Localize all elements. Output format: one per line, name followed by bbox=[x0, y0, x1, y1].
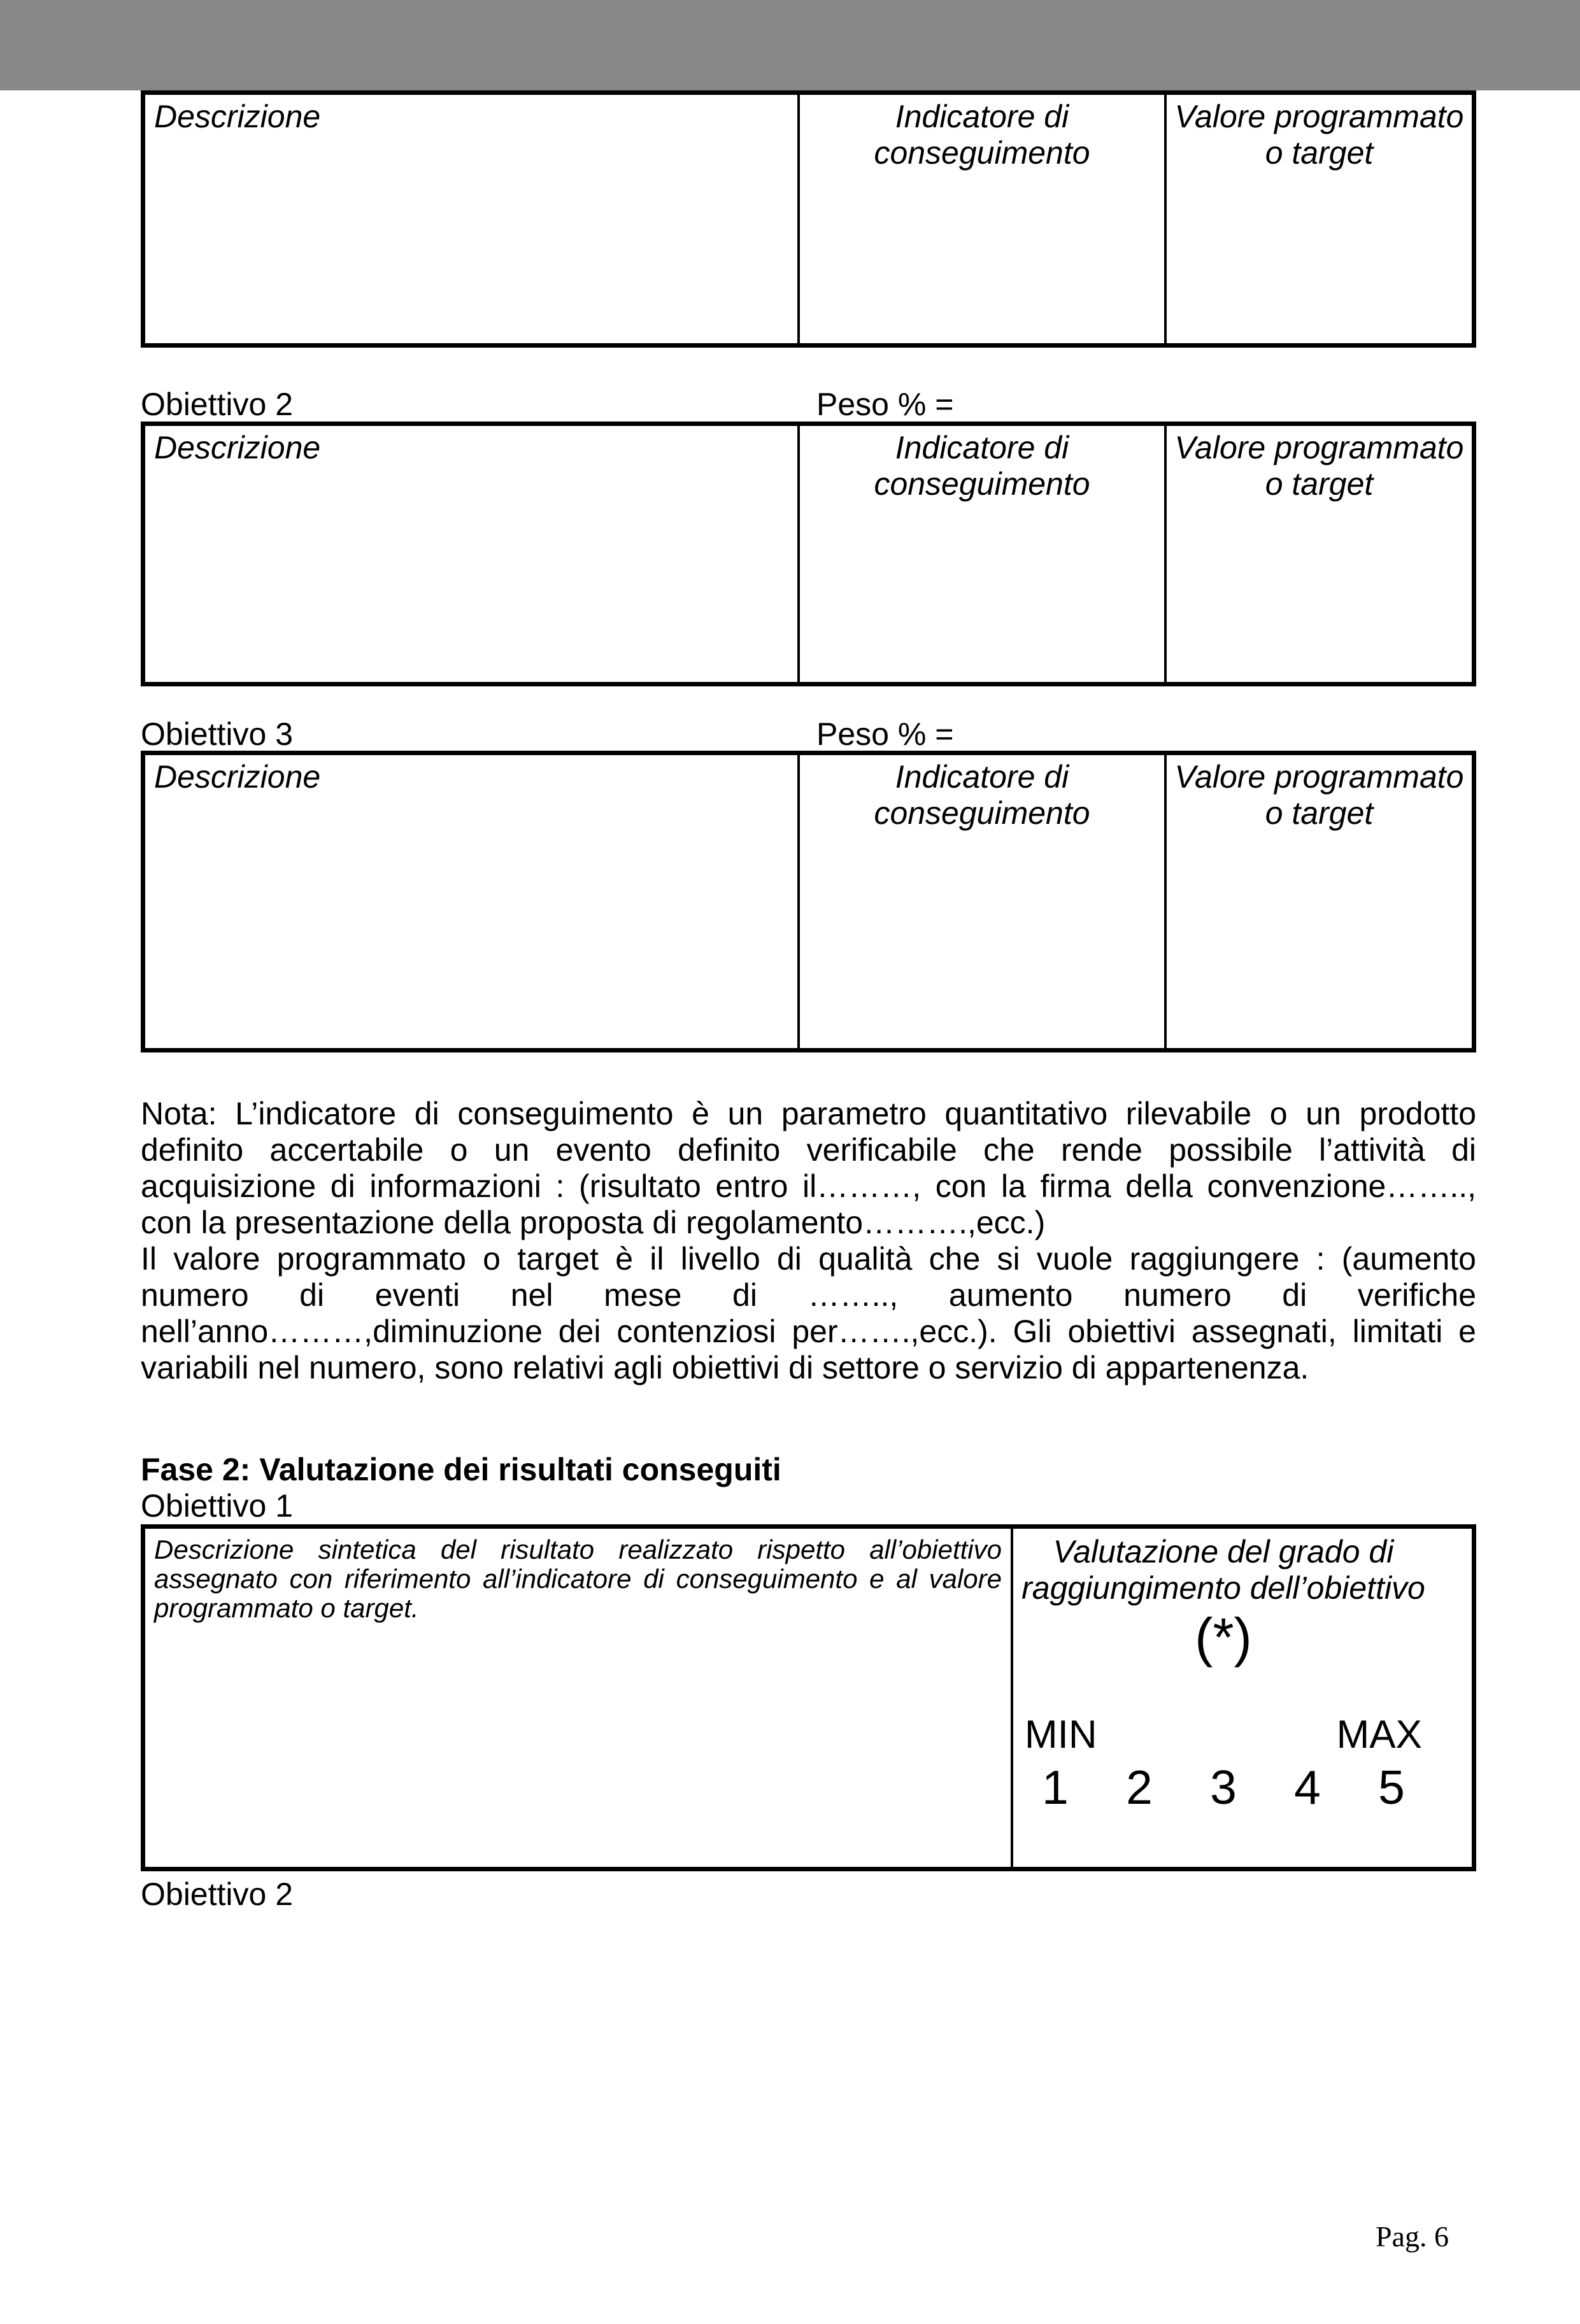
fase2-heading: Fase 2: Valutazione dei risultati conseguiti bbox=[141, 1452, 781, 1487]
table1-valore-header-line1: Valore programmato bbox=[1174, 99, 1464, 134]
table2-indicatore-cell bbox=[797, 426, 1164, 682]
evaluation-table bbox=[141, 1524, 1476, 1871]
evaluation-desc-line1: Descrizione sintetica del risultato realizzato rispetto all’obiettivo bbox=[154, 1534, 1002, 1564]
table1-indicatore-header-line1: Indicatore di bbox=[895, 99, 1069, 134]
min-label: MIN bbox=[1025, 1713, 1097, 1757]
nota-line-3: acquisizione di informazioni : (risultato entro il………, con la firma della convenzione…….., bbox=[141, 1168, 1476, 1204]
rating-scale-3: 3 bbox=[1210, 1761, 1237, 1814]
nota-line-1: Nota: L’indicatore di conseguimento è un parametro quantitativo rilevabile o un prodotto bbox=[141, 1096, 1476, 1131]
evaluation-desc-line2: assegnato con riferimento all’indicatore di conseguimento e al valore bbox=[154, 1564, 1002, 1594]
table3-valore-header-line2: o target bbox=[1265, 795, 1374, 831]
table3-indicatore-cell bbox=[797, 755, 1164, 1048]
table2-descrizione-header: Descrizione bbox=[154, 430, 321, 465]
table1-descrizione-cell bbox=[145, 95, 797, 343]
table3-indicatore-header-line1: Indicatore di bbox=[895, 759, 1069, 795]
table1-valore-header-line2: o target bbox=[1265, 135, 1374, 171]
rating-scale-1: 1 bbox=[1042, 1761, 1069, 1814]
table3-descrizione-cell bbox=[145, 755, 797, 1048]
table3-descrizione-header: Descrizione bbox=[154, 759, 321, 795]
nota-paragraph bbox=[141, 1096, 1476, 1386]
objective-table-2 bbox=[141, 422, 1476, 686]
obiettivo3-label: Obiettivo 3 bbox=[141, 716, 294, 752]
page-number: Pag. 6 bbox=[1376, 2220, 1449, 2253]
table2-valore-header-line2: o target bbox=[1265, 466, 1374, 502]
table1-indicatore-header-line2: conseguimento bbox=[874, 135, 1090, 171]
table3-valore-header-line1: Valore programmato bbox=[1174, 759, 1464, 795]
nota-line-4: con la presentazione della proposta di regolamento……….,ecc.) bbox=[141, 1205, 1046, 1240]
evaluation-desc-line3: programmato o target. bbox=[154, 1593, 419, 1623]
table3-indicatore-header-line2: conseguimento bbox=[874, 795, 1090, 831]
evaluation-rating-cell bbox=[1011, 1529, 1434, 1867]
rating-scale-4: 4 bbox=[1294, 1761, 1321, 1814]
evaluation-rating-header-line2: raggiungimento dell’obiettivo bbox=[1021, 1570, 1425, 1606]
nota-line-6: numero di eventi nel mese di …….., aumento numero di verifiche bbox=[141, 1277, 1476, 1313]
objective-table-3 bbox=[141, 751, 1476, 1052]
table2-indicatore-header-line1: Indicatore di bbox=[895, 430, 1069, 465]
table3-valore-cell bbox=[1164, 755, 1472, 1048]
obiettivo3-peso-label: Peso % = bbox=[816, 716, 954, 752]
fase2-obiettivo1-label: Obiettivo 1 bbox=[141, 1488, 294, 1524]
obiettivo2-label: Obiettivo 2 bbox=[141, 386, 294, 422]
table1-valore-cell bbox=[1164, 95, 1472, 343]
table2-indicatore-header-line2: conseguimento bbox=[874, 466, 1090, 502]
evaluation-asterisk-note: (*) bbox=[1195, 1608, 1252, 1668]
min-max-row bbox=[1013, 1713, 1434, 1757]
table2-valore-cell bbox=[1164, 426, 1472, 682]
objective-table-1 bbox=[141, 90, 1476, 348]
max-label: MAX bbox=[1336, 1713, 1422, 1757]
nota-line-2: definito accertabile o un evento definito verificabile che rende possibile l’attività di bbox=[141, 1132, 1476, 1168]
rating-scale-2: 2 bbox=[1126, 1761, 1153, 1814]
nota-line-8: variabili nel numero, sono relativi agli obiettivi di settore o servizio di appartenenza. bbox=[141, 1350, 1309, 1385]
table1-descrizione-header: Descrizione bbox=[154, 99, 321, 134]
rating-scale-5: 5 bbox=[1378, 1761, 1405, 1814]
obiettivo2-peso-label: Peso % = bbox=[816, 386, 954, 422]
nota-line-5: Il valore programmato o target è il livello di qualità che si vuole raggiungere : (aumento bbox=[141, 1241, 1476, 1277]
obiettivo2-heading-row bbox=[141, 387, 1476, 422]
rating-scale-row bbox=[1013, 1757, 1434, 1818]
fase2-obiettivo2-label: Obiettivo 2 bbox=[141, 1876, 294, 1912]
nota-line-7: nell’anno………,diminuzione dei contenziosi per…….,ecc.). Gli obiettivi assegnati, limitati e bbox=[141, 1314, 1476, 1349]
table1-indicatore-cell bbox=[797, 95, 1164, 343]
table2-valore-header-line1: Valore programmato bbox=[1174, 430, 1464, 465]
evaluation-description-cell bbox=[145, 1529, 1011, 1867]
table2-descrizione-cell bbox=[145, 426, 797, 682]
document-page bbox=[0, 90, 1580, 2324]
obiettivo3-heading-row bbox=[141, 718, 1476, 751]
page-content bbox=[141, 90, 1476, 1913]
evaluation-rating-header-line1: Valutazione del grado di bbox=[1053, 1534, 1394, 1569]
